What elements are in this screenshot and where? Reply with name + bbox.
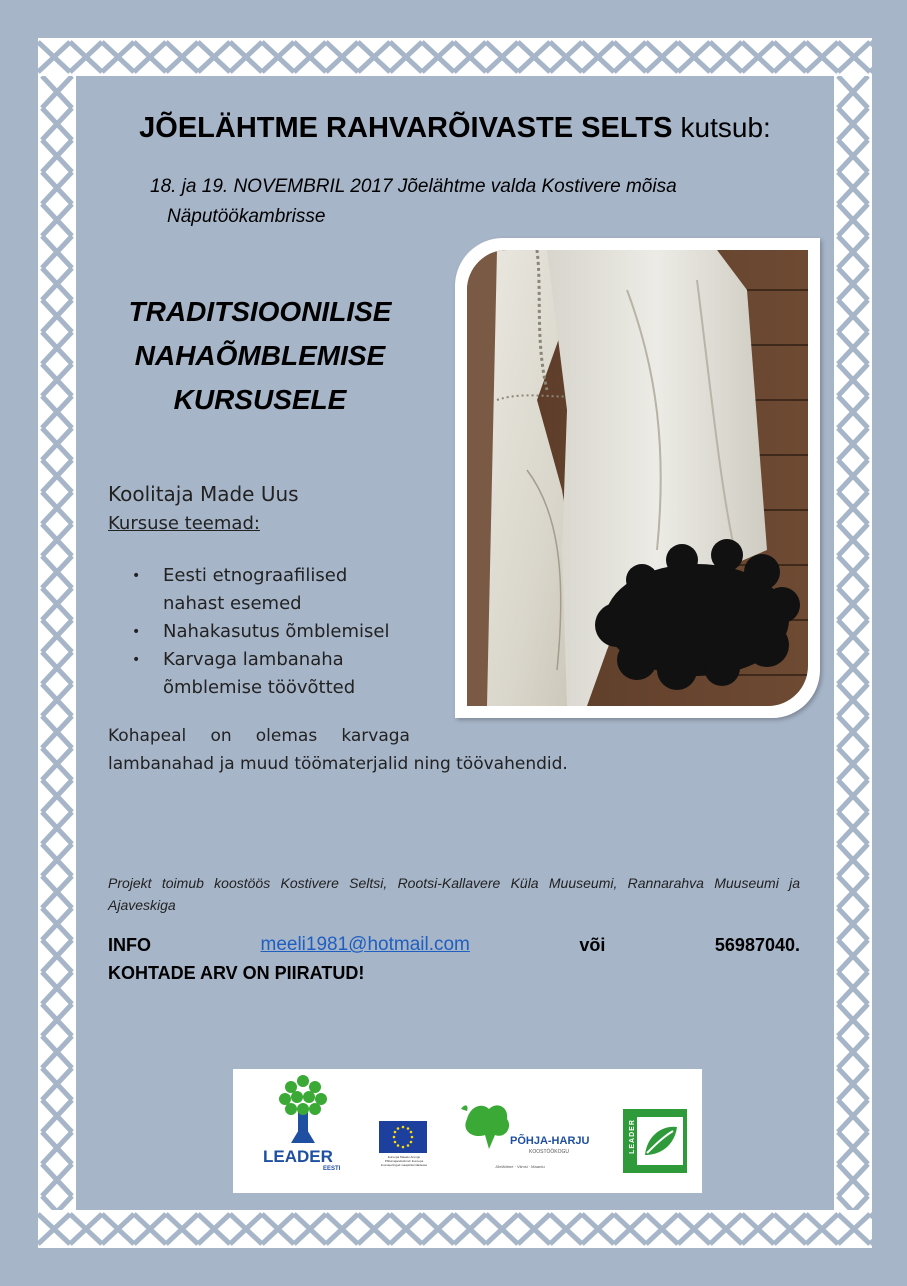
leader-eesti-sub: EESTI [323,1166,341,1172]
photo-frame [455,238,820,718]
topics-list [108,562,438,702]
title-organisation: JÕELÄHTME RAHVARÕIVASTE SELTS [139,112,673,144]
leader-eesti-logo-text: LEADER [263,1147,333,1166]
email-link[interactable]: meeli1981@hotmail.com [260,934,470,955]
info-label: INFO [108,935,151,955]
leader-eesti-tree-icon [273,1073,333,1145]
list-item [108,646,438,702]
topic-line: • Nahakasutus õmblemisel [163,621,390,642]
topic-line: • Eesti etnograafilised [163,565,348,586]
list-item [108,562,438,618]
materials-line-2: lambanahad ja muud töömaterjalid ning töövahendid. [108,754,568,774]
date-line-1: 18. ja 19. NOVEMBRIL 2017 Jõelähtme valda Kostivere mõisa [150,176,677,197]
decorative-border-left [38,76,76,1210]
pohja-harju-places: Jõelähtme · Viimsi · Maardu [495,1164,545,1169]
eu-caption: Euroopa Maaelu Arengu Põllumajandusfond: Euroopa investeeringud maapiirkondadesse [380,1155,428,1167]
sponsor-logos [233,1069,702,1193]
pohja-harju-logo-text: PÕHJA-HARJU [510,1135,590,1147]
info-row [108,931,800,959]
info-or: või [579,935,606,955]
materials-note [108,722,808,778]
materials-word: Kohapeal [108,726,187,746]
decorative-border-right [834,76,872,1210]
event-date-place [150,172,810,232]
decorative-border-bottom [38,1210,872,1248]
limited-places-notice: KOHTADE ARV ON PIIRATUD! [108,963,365,983]
topic-line: õmblemise töövõtted [163,677,356,698]
pohja-harju-tree-icon [459,1099,515,1155]
page-title [76,112,834,145]
materials-word: karvaga [341,726,410,746]
course-title-line-2: NAHAÕMBLEMISE [134,340,386,371]
materials-word: on [210,726,232,746]
phone-number: 56987040. [714,935,800,955]
topic-line: • Karvaga lambanaha [163,649,344,670]
leader-eu-logo [623,1109,687,1173]
leaf-icon [637,1117,683,1165]
title-invites: kutsub: [680,112,771,143]
course-title-line-3: KURSUSELE [173,384,347,415]
project-note: Projekt toimub koostöös Kostivere Seltsi, Rootsi-Kallavere Küla Muuseumi, Rannarahva Muuseumi ja Ajaveskiga [108,875,800,913]
pohja-harju-sub: KOOSTÖÖKOGU [529,1149,570,1155]
teacher-name: Koolitaja Made Uus [108,482,299,506]
sheepskin-coat-photo [467,250,808,706]
list-item [108,618,438,646]
topic-line: nahast esemed [163,593,302,614]
course-title [90,290,430,422]
decorative-border-top [38,38,872,76]
course-title-line-1: TRADITSIOONILISE [128,296,392,327]
materials-word: olemas [255,726,318,746]
info-block [108,931,800,987]
topics-heading: Kursuse teemad: [108,513,260,534]
date-line-2: Näputöökambrisse [167,206,326,227]
materials-line-1 [108,722,410,750]
eu-flag-icon [379,1121,427,1153]
leader-vertical-text: LEADER [628,1119,636,1154]
